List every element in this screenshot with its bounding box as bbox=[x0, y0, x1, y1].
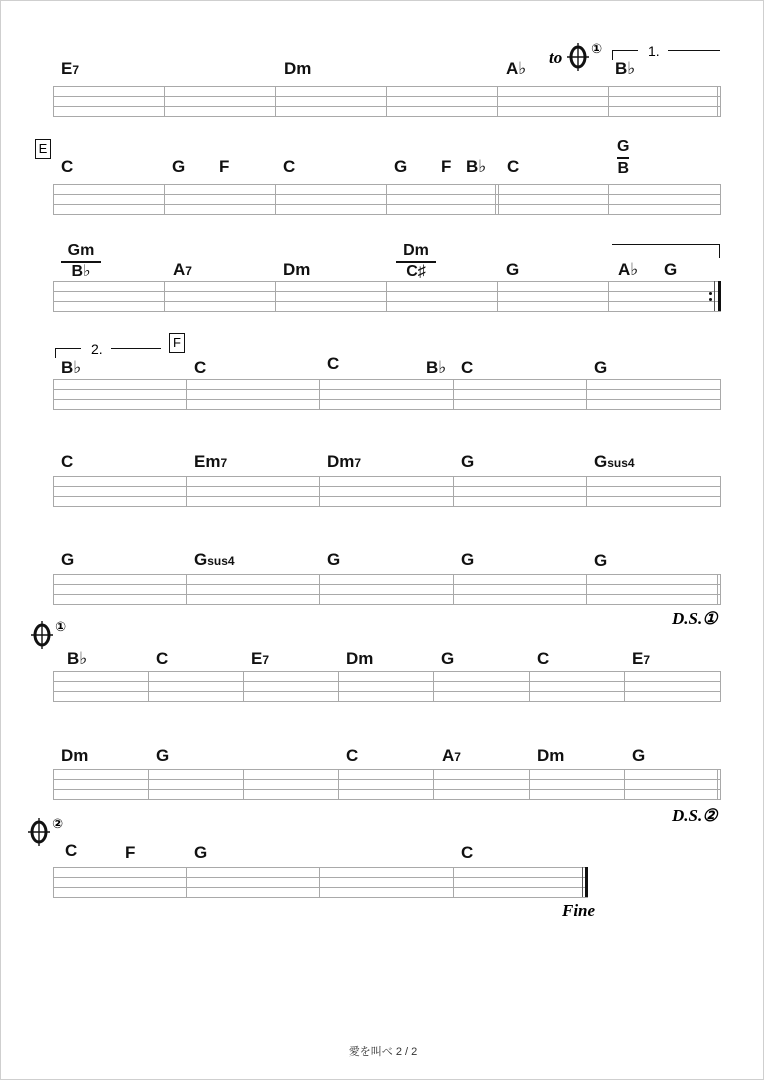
chord: G bbox=[664, 260, 678, 279]
chord: G B bbox=[617, 138, 630, 177]
chord: G bbox=[461, 452, 475, 471]
chord: C bbox=[283, 157, 296, 176]
chord: C bbox=[194, 358, 207, 377]
chord: C bbox=[327, 354, 340, 373]
staff bbox=[53, 379, 721, 409]
staff bbox=[53, 574, 721, 604]
chord: B♭ bbox=[615, 59, 636, 78]
chord: G bbox=[594, 358, 608, 377]
chord: Dm bbox=[346, 649, 374, 668]
chord: G bbox=[506, 260, 520, 279]
chord: E7 bbox=[632, 649, 651, 668]
chord: C bbox=[346, 746, 359, 765]
chord: B♭ bbox=[426, 358, 447, 377]
chord: G bbox=[327, 550, 341, 569]
chord: Gm B♭ bbox=[61, 243, 101, 281]
rehearsal-mark-F: F bbox=[169, 333, 185, 353]
chord: Dm bbox=[284, 59, 312, 78]
ending-1-end-hook bbox=[719, 244, 720, 258]
rehearsal-mark-E: E bbox=[35, 139, 51, 159]
chord: G bbox=[394, 157, 408, 176]
chord: E7 bbox=[251, 649, 270, 668]
coda-icon bbox=[567, 42, 589, 72]
to-coda-label: to bbox=[549, 48, 563, 67]
staff bbox=[53, 867, 588, 897]
ending-2-bracket: 2. bbox=[55, 342, 165, 362]
chord: G bbox=[156, 746, 170, 765]
coda-number: ① bbox=[55, 619, 67, 634]
staff bbox=[53, 281, 721, 311]
chord: A7 bbox=[442, 746, 461, 765]
repeat-dot bbox=[709, 298, 712, 301]
page-footer: 愛を叫べ 2 / 2 bbox=[348, 1046, 418, 1058]
chord: B♭ bbox=[466, 157, 487, 176]
ds-2-marker: D.S.② bbox=[672, 806, 718, 825]
chord: A7 bbox=[173, 260, 192, 279]
coda-number: ② bbox=[52, 816, 64, 831]
chord: A♭ bbox=[618, 260, 639, 279]
chord: C bbox=[61, 452, 74, 471]
chord: G bbox=[61, 550, 75, 569]
chord: Dm bbox=[537, 746, 565, 765]
chord: G bbox=[194, 843, 208, 862]
chord: C bbox=[461, 358, 474, 377]
chord: F bbox=[125, 843, 136, 862]
chord: C bbox=[65, 841, 78, 860]
chord: G bbox=[441, 649, 455, 668]
chord: C bbox=[537, 649, 550, 668]
staff bbox=[53, 476, 721, 506]
ending-1-end-bracket bbox=[612, 244, 720, 245]
chord: A♭ bbox=[506, 59, 527, 78]
coda-icon bbox=[31, 620, 53, 650]
chord: E7 bbox=[61, 59, 80, 78]
chord: B♭ bbox=[67, 649, 88, 668]
chord: G bbox=[632, 746, 646, 765]
chord: Em7 bbox=[194, 452, 228, 471]
staff bbox=[53, 184, 721, 214]
chord: C bbox=[61, 157, 74, 176]
chord: F bbox=[441, 157, 452, 176]
chord: C bbox=[461, 843, 474, 862]
chord: B♭ bbox=[61, 358, 82, 377]
chord: Dm C♯ bbox=[396, 243, 436, 281]
chord: G bbox=[172, 157, 186, 176]
staff bbox=[53, 86, 721, 116]
chord: Dm7 bbox=[327, 452, 362, 471]
staff bbox=[53, 671, 721, 701]
chord: Dm bbox=[283, 260, 311, 279]
chord: Gsus4 bbox=[194, 550, 235, 569]
chord: Gsus4 bbox=[594, 452, 635, 471]
ending-1-bracket: 1. bbox=[612, 44, 720, 64]
chord: Dm bbox=[61, 746, 89, 765]
chord: G bbox=[594, 551, 608, 570]
chord: C bbox=[507, 157, 520, 176]
repeat-dot bbox=[709, 292, 712, 295]
coda-icon bbox=[28, 817, 50, 847]
chord: C bbox=[156, 649, 169, 668]
chord: F bbox=[219, 157, 230, 176]
ds-1-marker: D.S.① bbox=[672, 609, 718, 628]
coda-number: ① bbox=[591, 41, 603, 56]
staff bbox=[53, 769, 721, 799]
chord: G bbox=[461, 550, 475, 569]
fine-marker: Fine bbox=[562, 901, 596, 920]
